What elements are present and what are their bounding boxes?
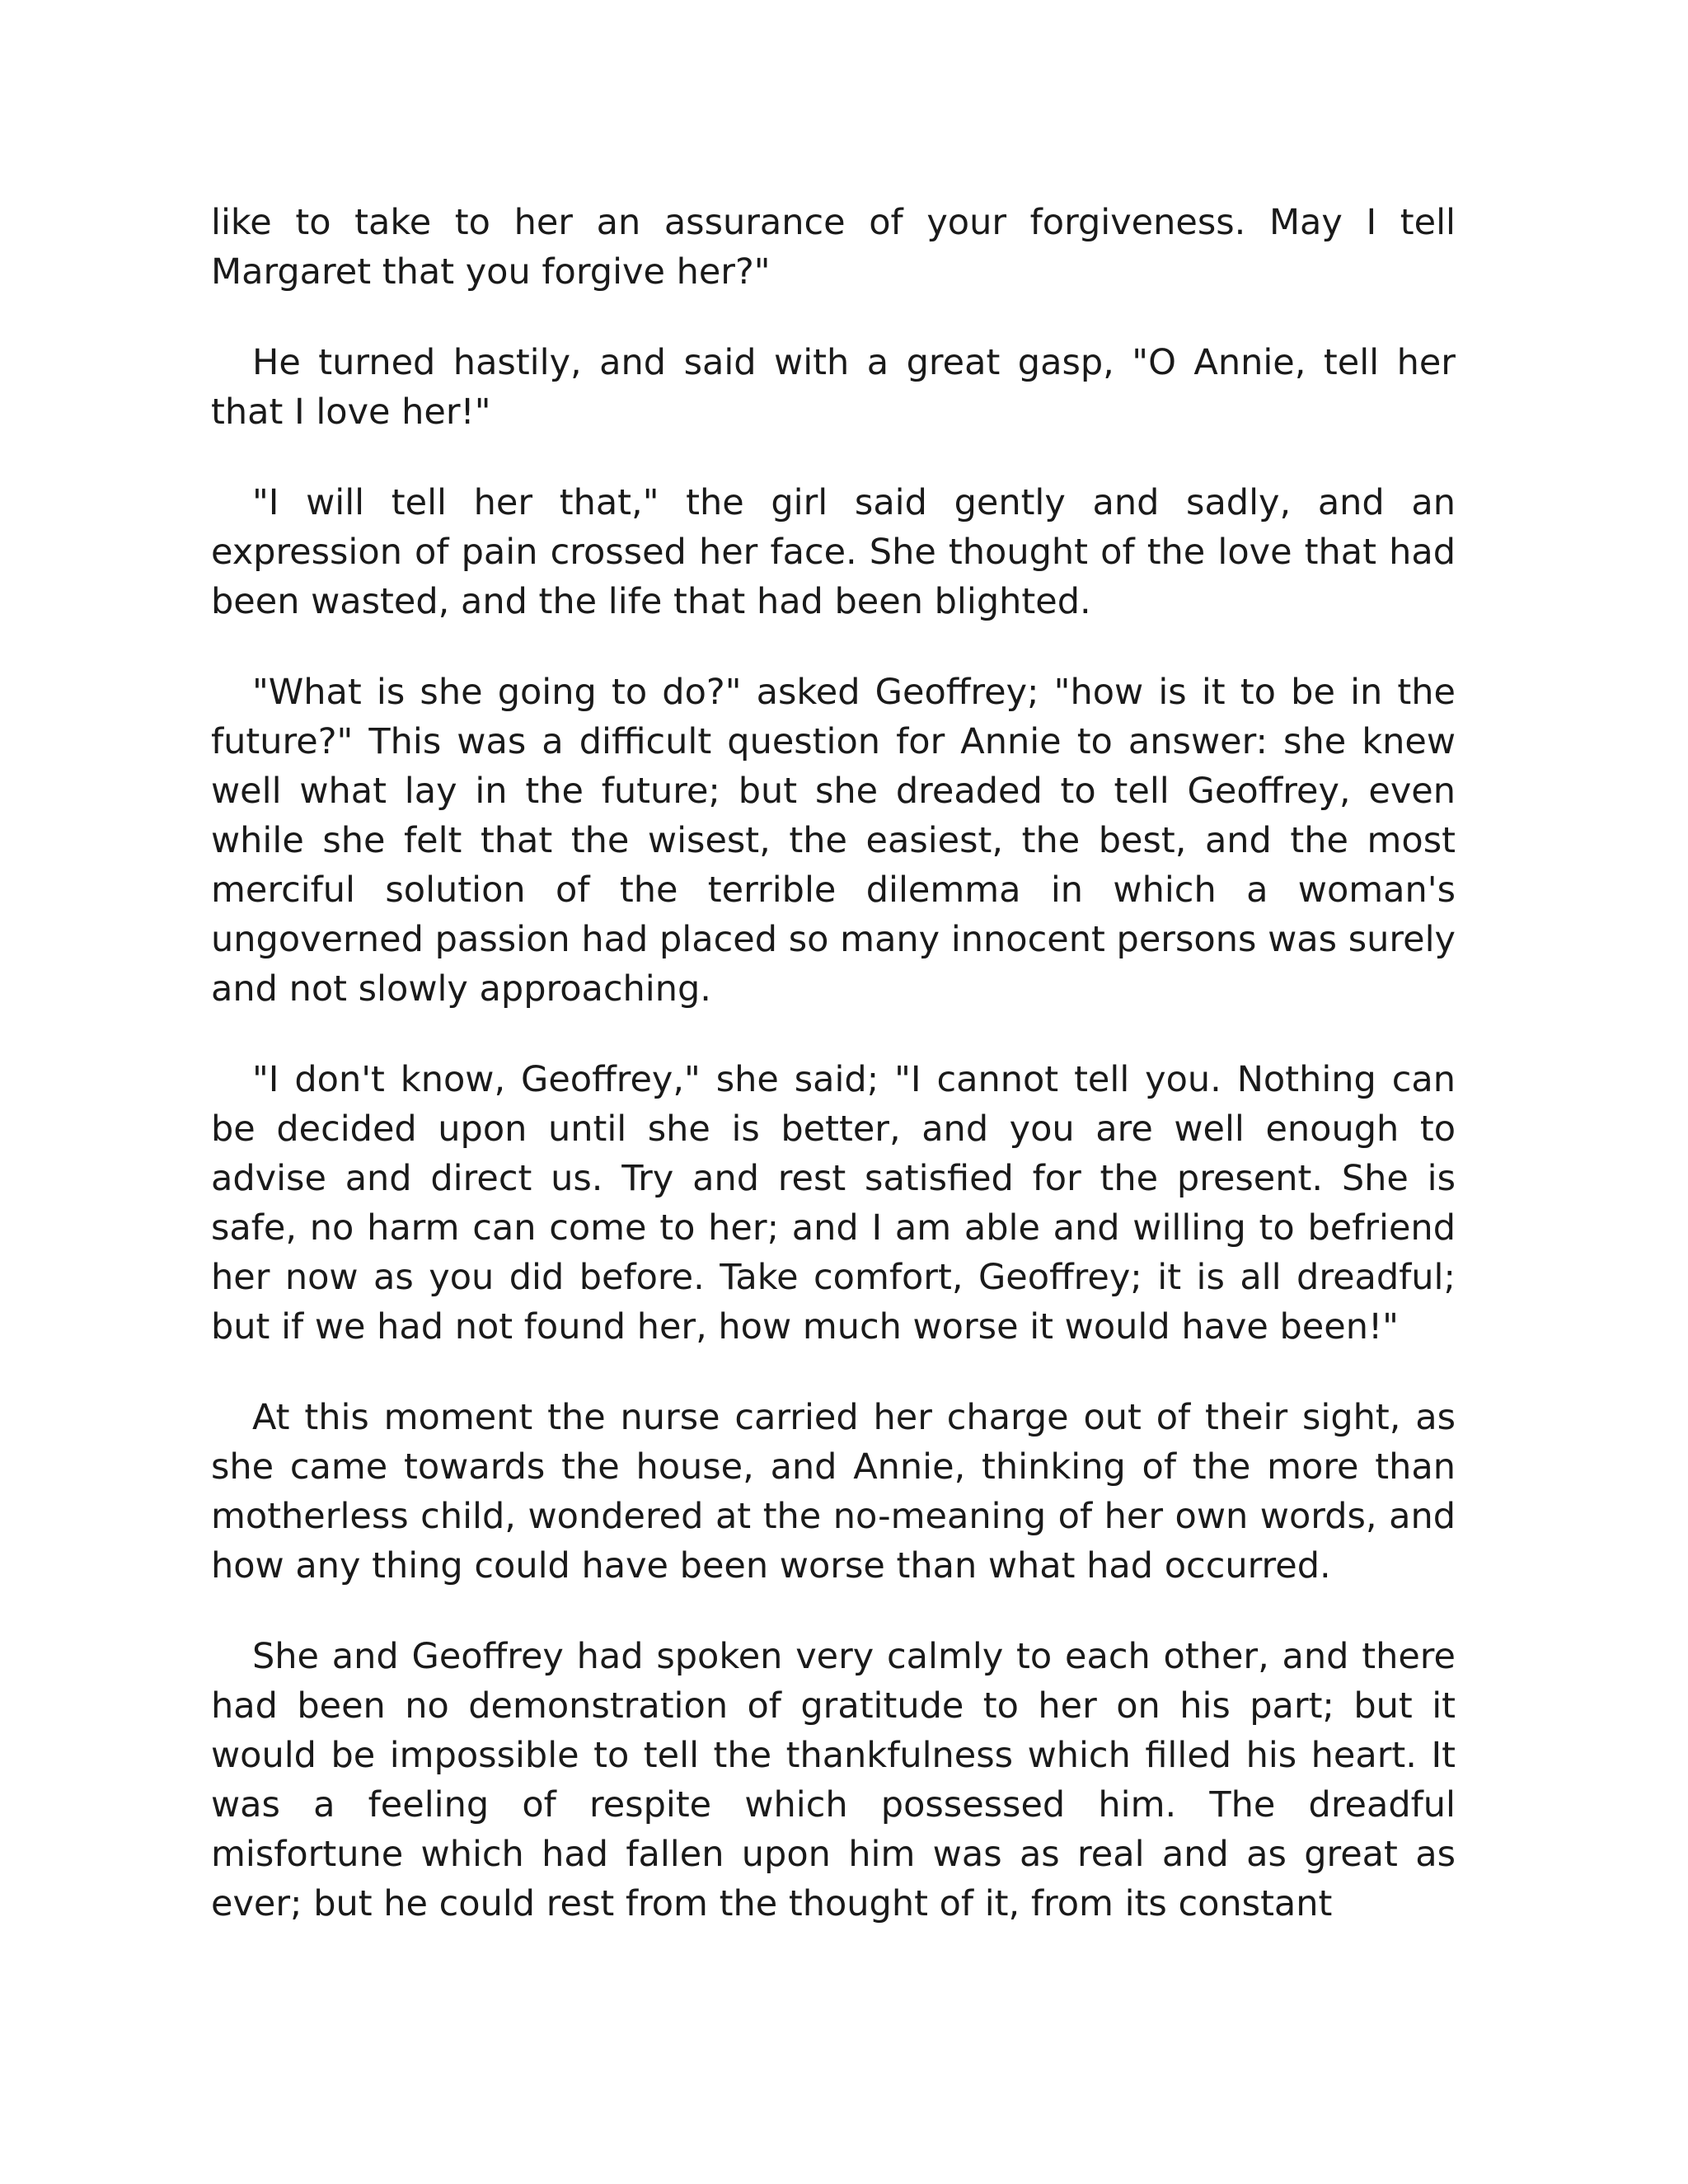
paragraph-7: She and Geoffrey had spoken very calmly to each other, and there had been no demonstration of gratitude to her on his part; but it would be impossible to tell the thankfulness which filled his heart. It was a feeling of respite which possessed him. The dreadful misfortune which had fallen upon him was as real and as great as ever; but he could rest from the thought of it, from its constant [211, 1636, 1456, 1924]
paragraph-4: "What is she going to do?" asked Geoffrey; "how is it to be in the future?" This was a difficult question for Annie to answer: she knew well what lay in the future; but she dreaded to tell Geoffrey, even while she felt that the wisest, the easiest, the best, and the most merciful solution of the terrible dilemma in which a woman's ungoverned passion had placed so many innocent persons was surely and not slowly approaching. [211, 672, 1456, 1010]
paragraph-1: like to take to her an assurance of your forgiveness. May I tell Margaret that you forgive her?" [211, 202, 1456, 293]
page-body [211, 198, 1456, 1929]
paragraph-5: "I don't know, Geoffrey," she said; "I cannot tell you. Nothing can be decided upon until she is better, and you are well enough to advise and direct us. Try and rest satisfied for the present. She is safe, no harm can come to her; and I am able and willing to befriend her now as you did before. Take comfort, Geoffrey; it is all dreadful; but if we had not found her, how much worse it would have been!" [211, 1059, 1456, 1347]
paragraph-2: He turned hastily, and said with a great gasp, "O Annie, tell her that I love her!" [211, 342, 1456, 433]
paragraph-3: "I will tell her that," the girl said gently and sadly, and an expression of pain crossed her face. She thought of the love that had been wasted, and the life that had been blighted. [211, 482, 1456, 622]
paragraph-6: At this moment the nurse carried her charge out of their sight, as she came towards the house, and Annie, thinking of the more than motherless child, wondered at the no-meaning of her own words, and how any thing could have been worse than what had occurred. [211, 1397, 1456, 1586]
